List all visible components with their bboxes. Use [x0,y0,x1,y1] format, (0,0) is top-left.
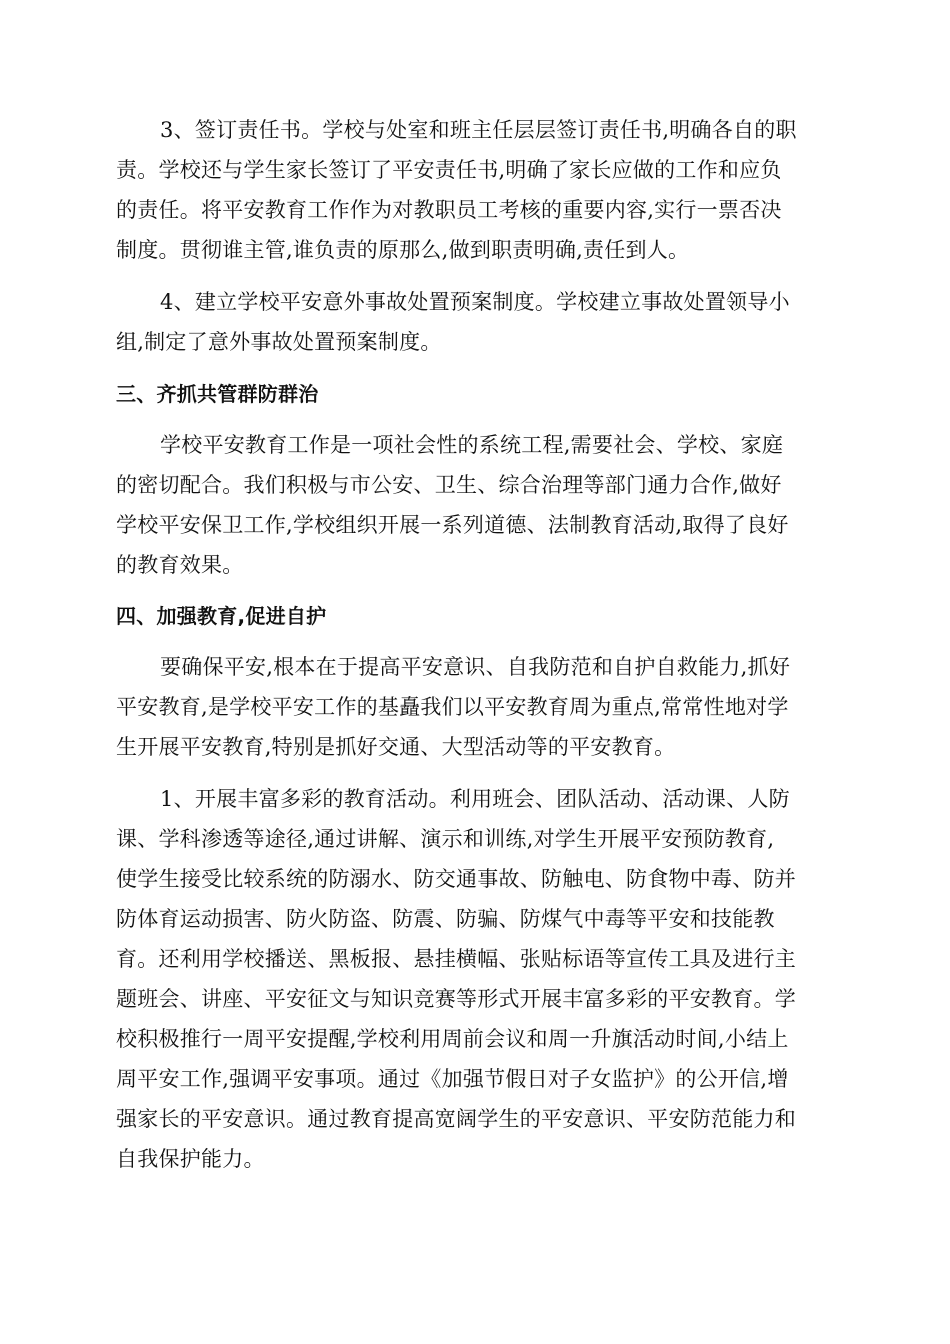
paragraph-5-line-1: 1、开展丰富多彩的教育活动。利用班会、团队活动、活动课、人防 [160,787,790,811]
section-heading-4: 四、加强教育,促进自护 [116,604,327,628]
paragraph-4-line-1: 要确保平安,根本在于提高平安意识、自我防范和自护自救能力,抓好 [160,655,791,679]
paragraph-5-line-6: 题班会、讲座、平安征文与知识竞赛等形式开展丰富多彩的平安教育。学 [116,987,796,1011]
paragraph-3-line-2: 的密切配合。我们积极与市公安、卫生、综合治理等部门通力合作,做好 [116,473,782,497]
paragraph-2-line-1: 4、建立学校平安意外事故处置预案制度。学校建立事故处置领导小 [160,290,790,314]
paragraph-1-line-3: 的责任。将平安教育工作作为对教职员工考核的重要内容,实行一票否决 [116,198,782,222]
paragraph-1-line-1: 3、签订责任书。学校与处室和班主任层层签订责任书,明确各自的职 [160,118,797,142]
paragraph-1-line-4: 制度。贯彻谁主管,谁负责的原那么,做到职责明确,责任到人。 [116,238,690,262]
paragraph-5-line-3: 使学生接受比较系统的防溺水、防交通事故、防触电、防食物中毒、防并 [116,867,796,891]
paragraph-5-line-9: 强家长的平安意识。通过教育提高宽阔学生的平安意识、平安防范能力和 [116,1107,796,1131]
paragraph-3-line-4: 的教育效果。 [116,553,244,577]
paragraph-5-line-7: 校积极推行一周平安提醒,学校利用周前会议和周一升旗活动时间,小结上 [116,1027,789,1051]
paragraph-5-line-10: 自我保护能力。 [116,1147,265,1171]
paragraph-5-line-8: 周平安工作,强调平安事项。通过《加强节假日对子女监护》的公开信,增 [116,1067,789,1091]
paragraph-5-line-5: 育。还利用学校播送、黑板报、悬挂横幅、张贴标语等宣传工具及进行主 [116,947,796,971]
paragraph-3-line-1: 学校平安教育工作是一项社会性的系统工程,需要社会、学校、家庭 [160,433,784,457]
paragraph-4-line-3: 生开展平安教育,特别是抓好交通、大型活动等的平安教育。 [116,735,676,759]
section-heading-3: 三、齐抓共管群防群治 [116,382,319,406]
paragraph-3-line-3: 学校平安保卫工作,学校组织开展一系列道德、法制教育活动,取得了良好 [116,513,789,537]
paragraph-1-line-2: 责。学校还与学生家长签订了平安责任书,明确了家长应做的工作和应负 [116,158,782,182]
paragraph-4-line-2: 平安教育,是学校平安工作的基矗我们以平安教育周为重点,常常性地对学 [116,695,789,719]
paragraph-5-line-2: 课、学科渗透等途径,通过讲解、演示和训练,对学生开展平安预防教育, [116,827,775,851]
paragraph-5-line-4: 防体育运动损害、防火防盗、防震、防骗、防煤气中毒等平安和技能教 [116,907,775,931]
paragraph-2-line-2: 组,制定了意外事故处置预案制度。 [116,330,442,354]
